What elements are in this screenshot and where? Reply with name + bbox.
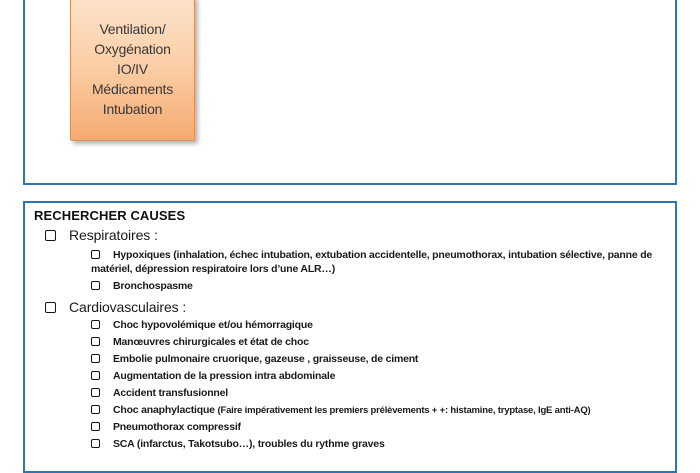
list-item	[33, 317, 667, 334]
action-box	[70, 0, 195, 141]
checkbox-icon	[91, 371, 100, 380]
list-item	[33, 402, 667, 419]
causes-panel	[23, 201, 677, 473]
list-item-text: SCA (infarctus, Takotsubo…), troubles du rythme graves	[113, 438, 385, 450]
list-item-text: Manœuvres chirurgicales et état de choc	[113, 336, 309, 348]
action-box-line: Oxygénation	[94, 41, 171, 57]
list-item-text: Choc hypovolémique et/ou hémorragique	[113, 319, 313, 331]
group-label-text: Respiratoires :	[69, 227, 158, 243]
checkbox-icon	[91, 354, 100, 363]
checkbox-icon	[91, 405, 100, 414]
checkbox-icon	[91, 250, 100, 259]
list-item	[33, 248, 667, 276]
checkbox-icon	[45, 230, 56, 241]
causes-title: RECHERCHER CAUSES	[34, 208, 186, 223]
checkbox-icon	[91, 422, 100, 431]
group-label-text: Cardiovasculaires :	[69, 299, 187, 315]
list-item-text: Accident transfusionnel	[113, 387, 229, 399]
group-cardiovasculaires	[33, 297, 667, 317]
list-item	[33, 351, 667, 368]
list-item-text: Hypoxiques (inhalation, échec intubation, extubation accidentelle, pneumothorax, intubation sélective, panne de matériel, dépression respiratoire lors d’une ALR…)	[91, 249, 653, 275]
list-item	[33, 385, 667, 402]
list-item-text: Pneumothorax compressif	[113, 421, 241, 433]
action-box-line: Ventilation/	[99, 21, 166, 37]
list-item-text: Embolie pulmonaire cruorique, gazeuse , graisseuse, de ciment	[113, 353, 419, 365]
checkbox-icon	[91, 281, 100, 290]
list-item	[33, 334, 667, 351]
list-item-text: Bronchospasme	[113, 280, 193, 292]
checkbox-icon	[91, 439, 100, 448]
checkbox-icon	[91, 337, 100, 346]
checkbox-icon	[45, 302, 56, 313]
checkbox-icon	[91, 320, 100, 329]
action-box-line: Médicaments	[91, 81, 174, 97]
list-item	[33, 278, 667, 295]
checkbox-icon	[91, 388, 100, 397]
flowchart-panel	[23, 0, 677, 185]
list-item	[33, 419, 667, 436]
action-box-line: IO/IV	[117, 61, 148, 77]
list-item-detail: (Faire impérativement les premiers prélèvements + +: histamine, tryptase, IgE anti-AQ)	[217, 405, 591, 416]
list-item	[33, 368, 667, 385]
list-item-text: Augmentation de la pression intra abdominale	[113, 370, 336, 382]
list-item-text: Choc anaphylactique	[113, 404, 218, 416]
list-item	[33, 436, 667, 453]
group-respiratoires	[33, 225, 667, 245]
action-box-line: Intubation	[102, 101, 163, 117]
